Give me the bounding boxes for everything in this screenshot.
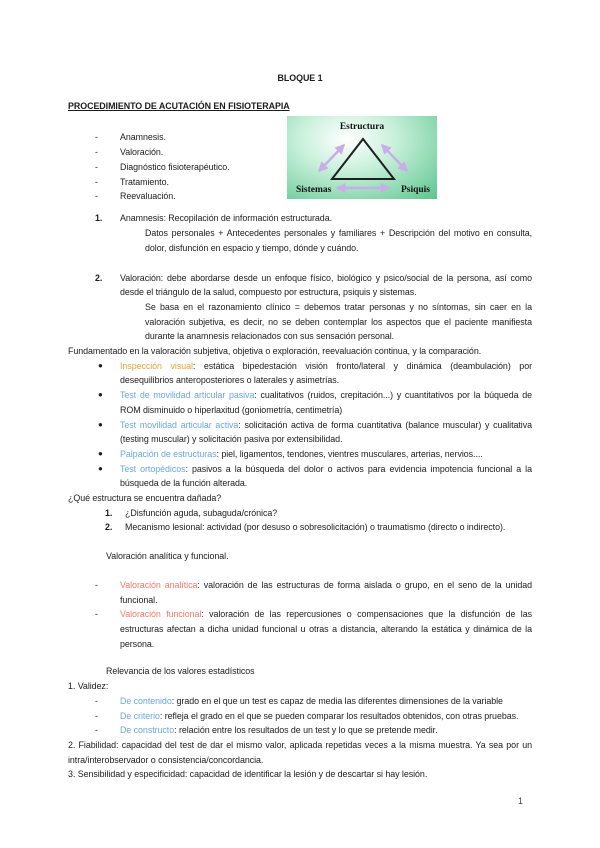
intro-section <box>68 116 532 204</box>
bullet-rest: : solicitación activa de forma cuantitativa (balance muscular) y cualitativa (testing muscular) y solicitación pasiva por extensibilidad. <box>120 419 532 445</box>
bullet-item-ortopedicos <box>68 462 532 491</box>
bullet-text <box>120 388 532 417</box>
health-triangle-diagram <box>287 116 437 199</box>
highlighted-term: De constructo <box>120 725 175 736</box>
highlighted-term: Valoración funcional <box>120 609 202 620</box>
numbered-item-text: Anamnesis: Recopilación de información estructurada. <box>120 213 332 224</box>
numbered-item-valoracion <box>68 271 532 300</box>
section-title-estadisticos: Relevancia de los valores estadísticos <box>106 666 255 677</box>
dash-marker: - <box>95 695 98 706</box>
section-title-valoracion: Valoración analítica y funcional. <box>106 551 229 562</box>
bullet-text <box>120 418 532 447</box>
dash-item-rest: : grado en el que un test es capaz de media las diferentes dimensiones de la variable <box>171 695 503 706</box>
dash-item-de-criterio <box>68 709 532 724</box>
bullet-item-inspeccion <box>68 359 532 388</box>
dash-item-text <box>120 578 532 607</box>
highlighted-term: De contenido <box>120 695 172 706</box>
diagram-label-estructura: Estructura <box>339 122 385 133</box>
list-item-label: Anamnesis. <box>120 132 166 143</box>
list-number: 1. <box>105 507 113 518</box>
highlighted-term: Test ortopédicos <box>120 463 186 474</box>
question-item <box>68 520 532 535</box>
list-item-label: Reevaluación. <box>120 191 176 202</box>
highlighted-term: Test de movilidad articular pasiva <box>120 390 255 401</box>
bullet-marker: ● <box>98 463 103 473</box>
diagram-label-psiquis: Psiquis <box>400 185 430 196</box>
bullet-marker: ● <box>98 390 103 400</box>
highlighted-term: Test movilidad articular activa <box>120 419 239 430</box>
main-heading: PROCEDIMIENTO DE ACUTACIÓN EN FISIOTERAPIA <box>68 100 290 111</box>
dash-marker: - <box>95 191 98 202</box>
dash-item-rest: : valoración de las repercusiones o compensaciones que la disfunción de las estructuras afectan a dicha unidad funcional u otras a distancia, alterando la estática y dinámica de la persona. <box>120 609 532 649</box>
list-item-label: Tratamiento. <box>120 176 169 187</box>
question-item <box>68 506 532 521</box>
bullet-item-palpacion <box>68 447 532 462</box>
block-title: BLOQUE 1 <box>277 73 323 83</box>
dash-item-de-constructo <box>68 723 532 738</box>
dash-item-text <box>120 694 532 709</box>
bullet-marker: ● <box>98 419 103 429</box>
numbered-item-anamnesis <box>68 211 532 226</box>
paragraph-fundamentado: Fundamentado en la valoración subjetiva, objetiva o exploración, reevaluación continua, y la comparación. <box>68 346 482 357</box>
bullet-marker: ● <box>98 360 103 370</box>
dash-item-text <box>120 607 532 651</box>
list-item-label: Diagnóstico fisioterapéutico. <box>120 161 230 172</box>
list-number: 2. <box>105 522 113 533</box>
valoracion-sub-paragraph: Se basa en el razonamiento clínico = debemos tratar personas y no síntomas, sin caer en la valoración subjetiva, es decir, no se deben contemplar los aspectos que el paciente manifiesta durante la anamnesis relacionados con sus sensación personal. <box>145 301 532 342</box>
bullet-rest: : estática bipedestación visión fronto/lateral y dinámica (deambulación) por desequilibrios anteroposteriores o laterales y asimetrías. <box>120 360 532 386</box>
list-item-label: Valoración. <box>120 147 164 158</box>
anamnesis-sub-paragraph: Datos personales + Antecedentes personales y familiares + Descripción del motivo en consulta, dolor, disfunción en espacio y tiempo, dónde y cuándo. <box>145 228 532 253</box>
dash-marker: - <box>95 161 98 172</box>
dash-marker: - <box>95 609 98 620</box>
dash-item-valoracion-funcional <box>68 607 532 651</box>
triangle-shape <box>332 139 394 179</box>
bullet-item-test-activa <box>68 418 532 447</box>
dash-marker: - <box>95 132 98 143</box>
diagram-label-sistemas: Sistemas <box>296 185 332 196</box>
highlighted-term: Palpación de estructuras <box>120 448 217 459</box>
dash-marker: - <box>95 579 98 590</box>
bullet-text <box>120 447 532 462</box>
bullet-text <box>120 359 532 388</box>
bullet-text <box>120 462 532 491</box>
paragraph-fiabilidad: 2. Fiabilidad: capacidad del test de dar el mismo valor, aplicada repetidas veces a la misma muestra. Ya sea por un intra/interobservador o consistencia/concordancia. <box>68 739 532 765</box>
bullet-rest: : piel, ligamentos, tendones, vientres musculares, arterias, nervios.... <box>216 448 483 459</box>
dash-marker: - <box>95 147 98 158</box>
dash-item-text <box>120 723 532 738</box>
dash-item-de-contenido <box>68 694 532 709</box>
highlighted-term: De criterio <box>120 710 160 721</box>
question-item-text: ¿Disfunción aguda, subaguda/crónica? <box>125 507 278 518</box>
question-item-text: Mecanismo lesional: actividad (por desuso o sobresolicitación) o traumatismo (directo o indirecto). <box>125 522 506 533</box>
bullet-rest: : cualitativos (ruidos, crepitación...) y cuantitativos por la búqueda de ROM disminuido o hiperlaxitud (goniometría, centimetría) <box>120 390 532 415</box>
bullet-marker: ● <box>98 448 103 458</box>
validez-heading: 1. Validez: <box>68 681 109 692</box>
dash-item-rest: : relación entre los resultados de un test y lo que se pretende medir. <box>174 725 438 736</box>
dash-marker: - <box>95 725 98 736</box>
bullet-item-test-pasiva <box>68 388 532 417</box>
dash-item-valoracion-analitica <box>68 578 532 607</box>
document-content <box>68 0 532 782</box>
highlighted-term: Valoración analítica <box>120 579 198 590</box>
paragraph-sensibilidad: 3. Sensibilidad y especificidad: capacidad de identificar la lesión y de descartar si hay lesión. <box>68 769 428 780</box>
page-number: 1 <box>518 796 523 806</box>
dash-item-rest: : valoración de las estructuras de forma aislada o grupo, en el seno de la unidad funcional. <box>120 579 532 605</box>
list-number: 1. <box>95 213 103 224</box>
dash-marker: - <box>95 710 98 721</box>
numbered-item-text: Valoración: debe abordarse desde un enfoque físico, biológico y psico/social de la persona, así como desde el triángulo de la salud, compuesto por estructura, psiquis y sistemas. <box>120 272 532 298</box>
dash-marker: - <box>95 176 98 187</box>
list-number: 2. <box>95 272 103 283</box>
question-heading: ¿Qué estructura se encuentra dañada? <box>68 493 222 504</box>
dash-item-text <box>120 709 532 724</box>
bullet-rest: : pasivos a la búsqueda del dolor o activos para evidencia impotencia funcional a la búsqueda de la función alterada. <box>120 463 532 489</box>
highlighted-term: Inspección visual <box>120 360 193 371</box>
dash-item-rest: : refleja el grado en el que se pueden comparar los resultados obtenidos, con otras pruebas. <box>159 710 519 721</box>
